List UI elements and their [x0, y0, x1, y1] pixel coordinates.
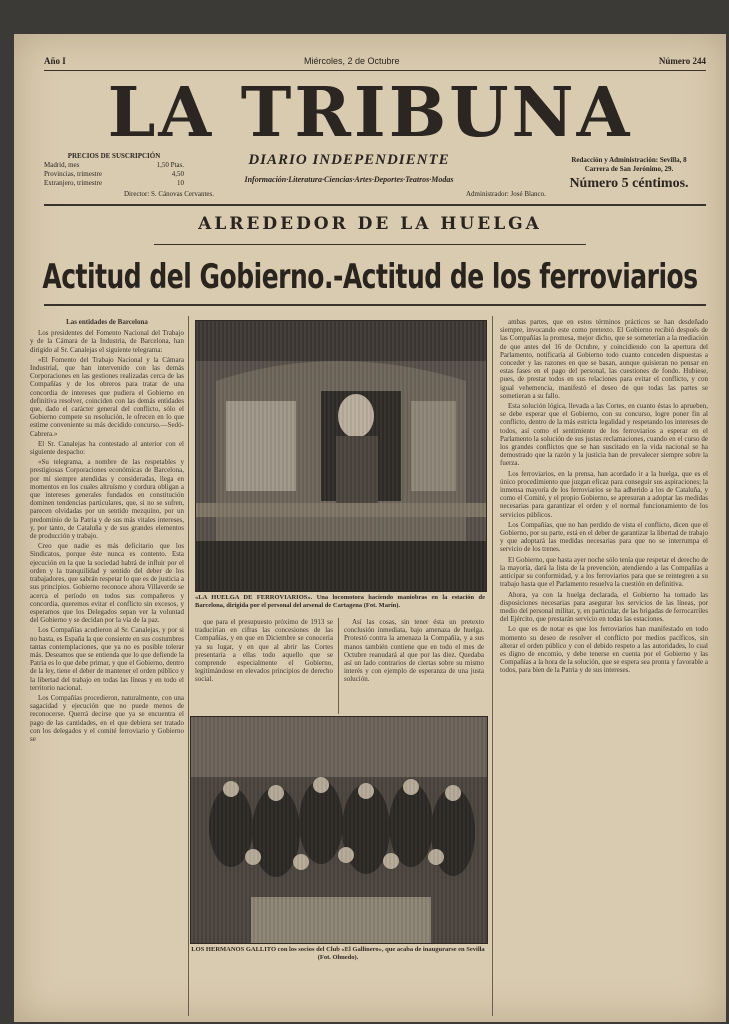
right-column	[500, 318, 708, 1018]
paragraph: El Gobierno, que hasta ayer noche sólo tenía que respetar el derecho de la mayoría, dará la lista de la prevención, atendiendo a las Compañías a anticipar su conformidad, y a los ferroviarios para que se reintegren a su trabajo hasta que el Parlamento resuelva la cuestión en definitiva.	[500, 555, 708, 589]
kicker-rule	[154, 244, 586, 245]
paragraph: que para el presupuesto próximo de 1913 se traducirían en cifras las concesiones de las Compañías, y en que en Diciembre se conocería ya su lugar, y en que al abrir las Cortes presentaría a ellas todo aquello que se comprende especialmente el Gobierno, legitimándose en elevados principios de derecho social.	[195, 618, 333, 684]
subscription-row: Provincias, trimestre 4,50	[44, 170, 184, 178]
column-divider	[188, 316, 189, 1016]
masthead-rule	[44, 204, 706, 206]
paragraph: Creo que nadie es más deficitario que los Sindicatos, porque éste nunca es contento. Esta ejecución en la que la sociedad habrá de influir por el orden y la tranquilidad y sentido del deber de los trabajadores, que sabrán respetar lo que es de justicia a sus principios. Gobierno reconoce ahora Villaverde se acerca el período en todos sus compañeros y concordia, queremos evitar el conflicto sin excesos, y esperamos que los Delegados sepan ver la voluntad del Gobierno y se decidan por la vía de la paz.	[30, 542, 184, 625]
photo1-caption: «LA HUELGA DE FERROVIARIOS». Una locomotora haciendo maniobras en la estación de Barcelona, dirigida por el personal del arsenal de Cartagena (Fot. Marín).	[195, 594, 485, 609]
paragraph: Los Compañías, que no han perdido de vista el conflicto, dicen que el Gobierno, por su parte, está en el deber de garantizar la libertad de trabajo y que adoptará las medidas necesarias para que no se interrumpa el servicio de los trenes.	[500, 520, 708, 554]
subscription-row: Extranjero, trimestre 10	[44, 179, 184, 187]
main-headline: Actitud del Gobierno.-Actitud de los ferroviarios	[42, 257, 698, 297]
paragraph: Los ferroviarios, en la prensa, han acordado ir a la huelga, que es el único procedimiento que juzgan eficaz para conseguir sus aspiraciones; la inmensa mayoría de los ferroviarios se ha adherido a los de Cataluña, y como el Comité, y el propio Gobierno, se apresuran a adoptar las medidas necesarias para garantizar el orden y el normal funcionamiento de los servicios públicos.	[500, 469, 708, 519]
tagline: DIARIO INDEPENDIENTE	[248, 152, 450, 168]
subscription-heading: PRECIOS DE SUSCRIPCIÓN	[67, 152, 161, 160]
issue-date: Miércoles, 2 de Octubre	[304, 56, 400, 66]
paragraph: Lo que es de notar es que los ferroviarios han manifestado en todo momento su deseo de resolver el conflicto por medios pacíficos, sin alterar el orden público y con el debido respeto a las autoridades, lo cual es digno de encomio, y debe tenerse en cuenta por el Gobierno y las Compañías a la hora de la solución, que se espera sea pronta y favorable a todos, para bien de la Patria y de sus intereses.	[500, 625, 708, 675]
locomotive-photo	[195, 320, 487, 592]
subscription-box	[44, 152, 184, 188]
paragraph: El Sr. Canalejas ha contestado al anterior con el siguiente despacho:	[30, 439, 184, 457]
issue-number: Número 244	[658, 56, 706, 66]
administrator-name: Administrador: José Blanco.	[466, 190, 546, 198]
sections-line: Información·Literatura·Ciencias·Artes·Deportes·Teatros·Modas	[244, 175, 454, 184]
paragraph: Así las cosas, sin tener ésta un pretexto conclusión inmediata, bajo amenaza de huelga. Protestó contra la amenaza la Compañía, y a sus manos también contiene que en todo el mes de Octubre reanudará al que por las diez. Quedaba así un lado contrarios de ciertas sobre su mismo interés y con ejemplo de esperanza de una justa solución.	[344, 618, 484, 684]
kicker-headline: ALREDEDOR DE LA HUELGA	[198, 214, 542, 234]
issue-year: Año I	[44, 56, 66, 66]
headline-rule	[44, 304, 706, 306]
newspaper-page	[14, 34, 726, 1022]
director-name: Director: S. Cánovas Cervantes.	[124, 190, 215, 198]
paragraph: Los presidentes del Fomento Nacional del Trabajo y de la Cámara de la Industria, de Barcelona, han dirigido al Sr. Canalejas el siguiente telegrama:	[30, 329, 184, 354]
group-photo	[190, 716, 488, 944]
paragraph: Ahora, ya con la huelga declarada, el Gobierno ha tomado las disposiciones necesarias para asegurar los servicios de las líneas, por medio del personal militar, y, en particular, de las brigadas de ferrocarriles del Ejército, que prestarán servicio en todas las estaciones.	[500, 590, 708, 624]
tagline-block	[199, 152, 499, 184]
photo2-caption: LOS HERMANOS GALLITO con los socios del Club «El Gallinero», que acaba de inaugurarse en Sevilla (Fot. Olmedo).	[191, 946, 485, 961]
column-divider	[492, 316, 493, 1016]
subscription-row: Madrid, mes 1,50 Ptas.	[44, 161, 184, 169]
admin-box	[554, 156, 704, 191]
issue-info-bar	[44, 56, 706, 70]
paragraph: «El Fomento del Trabajo Nacional y la Cámara Industrial, que han intervenido con las demás Corporaciones en las gestiones realizadas cerca de las Compañías y de los obreros para tratar de una concordia de intereses que pudiera el Gobierno en definitiva resolver, coinciden con las demás entidades que, dado el carácter general del conflicto, sólo el Gobierno compete su resolución, le ofrecen en lo que estime conveniente su más decidido concurso.—Sedó-Cabrera.»	[30, 355, 184, 438]
address-line: Redacción y Administración: Sevilla, 8	[571, 156, 687, 164]
paragraph: ambas partes, que en estos términos prácticos se han desdeñado siempre, invocando este como pretexto. El Gobierno recibió después de las Compañías la promesa, mejor dicho, que se someterían a la mediación de que antes del 16 de Octubre, y coincidiendo con la apertura del Parlamento, notificaría al Gobierno todo cuanto conceden dispuestas a conceder y las razones en que se basan, aunque quisieran no pensar en estas fases en el pago del personal, las cuestiones de fondo. Hubiese, pues, de prestar todos en sus relaciones para evitar el conflicto, y con igual vehemencia, manifestó el deseo de que todas las partes se sometieran a su fallo.	[500, 318, 708, 400]
left-column	[30, 318, 184, 1018]
paragraph: Los Compañías acudieron al Sr. Canalejas, y por si no basta, es España la que consiente en sus costumbres tantas contemplaciones, que ya no es posible tolerar más. Deseamos que se entienda que lo que defiende la Patria es lo que debe primar, y que el Gobierno, dentro de la ley, tiene el deber de mantener el orden público y la libertad del trabajo en todas las líneas y en todo el territorio nacional.	[30, 626, 184, 692]
price-line: Número 5 céntimos.	[569, 176, 689, 191]
paragraph: «Su telegrama, a nombre de las respetables y prestigiosas Corporaciones económicas de Barcelona, por mí siempre atendidas y consideradas, llega en momentos en los cuales altruísmo y cordura obligan a que intereses generales fundados en constitución dominen tendencias particulares, que, si no se sufren, parecen olvidadas por un sentido mezquino, por un predominio de la Patria y de sus más vitales intereses, y, por tanto, de Cataluña y de sus grandes elementos de producción y trabajo.	[30, 458, 184, 541]
paragraph: Esta solución lógica, llevada a las Cortes, en cuanto éstas lo aprueben, se debe esperar que el Gobierno, con su concurso, logre poner fin al conflicto, dentro de la más estricta legalidad y respetando los intereses de todos, así como el sentimiento de los ferroviarios a esperar en el Parlamento la solución de sus justas reclamaciones, cuando en el curso de los grandes conflictos que se han suscitado en la vida nacional se ha demostrado que la razón y la justicia han de prevalecer siempre sobre la fuerza.	[500, 402, 708, 468]
column-divider	[338, 618, 339, 714]
middle-right-column	[344, 618, 484, 718]
middle-left-column	[195, 618, 333, 718]
paragraph: Los Compañías procedieron, naturalmente, con una sagacidad y ejecución que no puede menos de reconocerse. Querrá decirse que ya se encuentra el pago de las cantidades, en el que debiera ser tratado con los delegados y el comité ferroviario y Gobierno se	[30, 693, 184, 743]
masthead-title: LA TRIBUNA	[107, 73, 633, 153]
column-subheading: Las entidades de Barcelona	[66, 318, 148, 326]
top-rule	[44, 70, 706, 71]
address-line: Carrera de San Jerónimo, 29.	[584, 165, 674, 173]
